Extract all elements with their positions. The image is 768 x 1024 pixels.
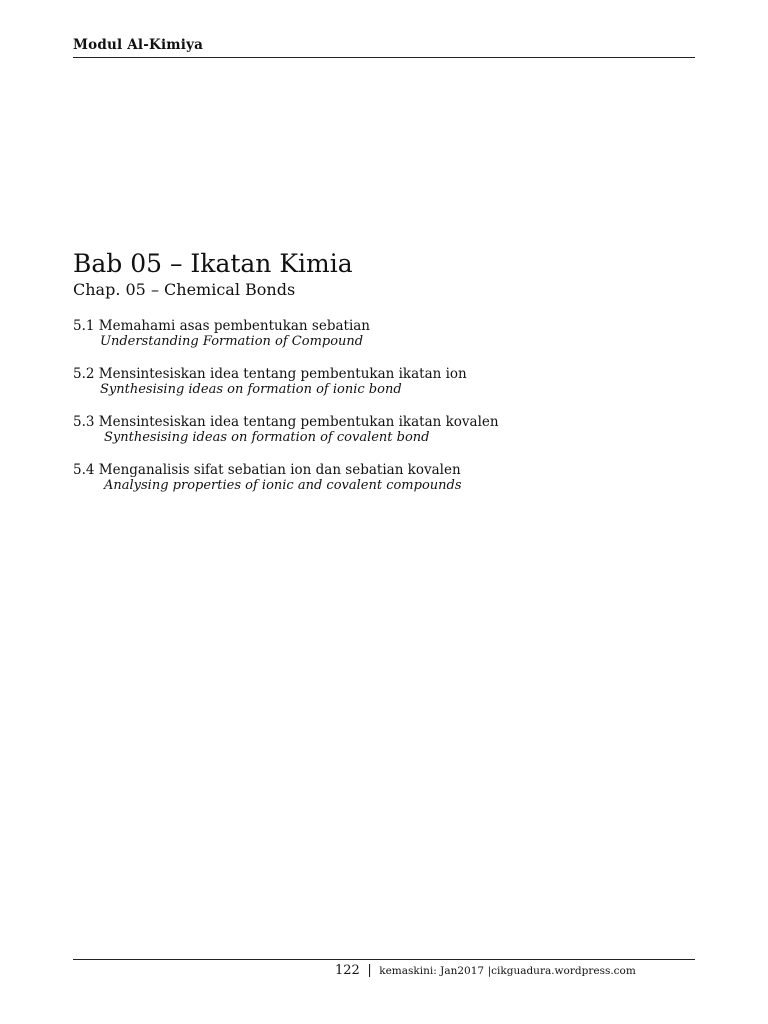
topic-title-english: Synthesising ideas on formation of covalent bond [104,430,430,445]
topic-item [73,414,695,446]
chapter-title: Bab 05 – Ikatan Kimia [73,249,353,278]
website-link[interactable]: |cikguadura.wordpress.com [487,965,636,977]
topic-item [73,318,695,350]
chapter-subtitle: Chap. 05 – Chemical Bonds [73,280,296,299]
topic-title-english: Understanding Formation of Compound [100,334,364,349]
page-footer [73,959,695,978]
topic-item [73,462,695,494]
chapter-heading [73,248,695,300]
topic-title-malay: 5.4 Menganalisis sifat sebatian ion dan sebatian kovalen [73,462,461,478]
topic-list [73,318,695,510]
topic-title-english: Synthesising ideas on formation of ionic bond [100,382,402,397]
topic-title-malay: 5.2 Mensintesiskan idea tentang pembentukan ikatan ion [73,366,467,382]
topic-title-malay: 5.3 Mensintesiskan idea tentang pembentukan ikatan kovalen [73,414,499,430]
module-title: Modul Al-Kimiya [73,37,204,53]
updated-date: kemaskini: Jan2017 [379,965,485,977]
topic-title-malay: 5.1 Memahami asas pembentukan sebatian [73,318,371,334]
topic-item [73,366,695,398]
footer-content [335,963,636,978]
page-header [73,34,695,58]
topic-title-english: Analysing properties of ionic and covalent compounds [104,478,462,493]
footer-separator: | [367,963,372,978]
page-number: 122 [335,963,360,978]
